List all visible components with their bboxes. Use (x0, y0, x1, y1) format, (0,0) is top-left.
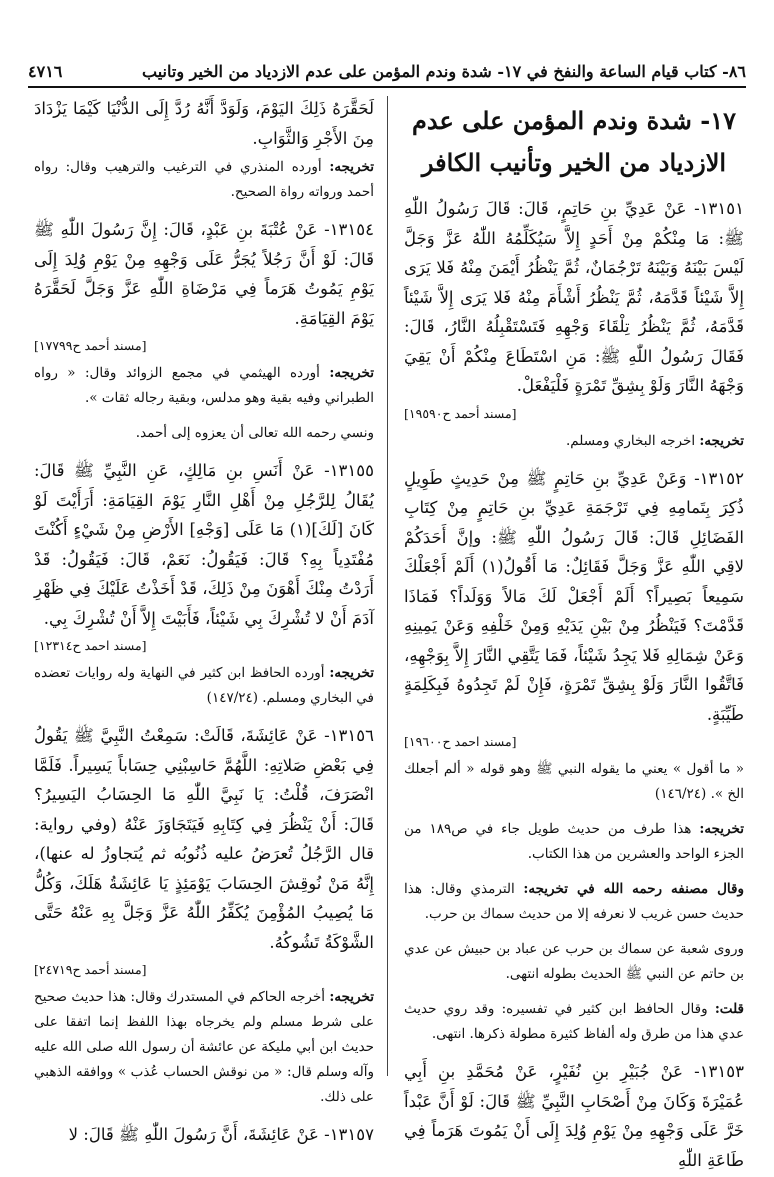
source-reference (34, 335, 374, 357)
hadith-text: ١٣١٥٧- عَنْ عَائِشَةَ، أَنَّ رَسُولَ اللّٰهِ ﷺ قَالَ: لا (68, 1125, 374, 1144)
source-reference-text: [مسند أحمد ح١٩٥٩٠] (404, 405, 517, 421)
hadith-text: ١٣١٥٥- عَنْ أَنَسِ بنِ مَالِكٍ، عَنِ النَّبِيِّ ﷺ قَالَ: يُقَالُ لِلرَّجُلِ مِنْ أَهْلِ النَّارِ يَوْمَ القِيَامَةِ: أَرَأَيْتَ لَوْ كَانَ [لَكَ](١) مَا عَلَى [وَجْهِ] الأَرْضِ مِنْ شَيْءٍ أَكُنْتَ مُفْتَدِياً بِهِ؟ قَالَ: فَيَقُولُ: نَعَمْ، قَالَ: فَيَقُولُ: قَدْ أَرَدْتُ مِنْكَ أَهْوَنَ مِنْ ذَلِكَ، قَدْ أَخَذْتُ عَلَيْكَ فِي ظَهْرِ آدَمَ أَنْ لا تُشْرِكَ بِي شَيْئاً، فَأَبَيْتَ إِلاَّ أَنْ تُشْرِكَ بِي. (34, 461, 374, 628)
note-text: أورده الحافظ ابن كثير في النهاية وله روايات تعضده في البخاري ومسلم. (١٤٧/٢٤) (34, 665, 374, 706)
source-reference-text: [مسند أحمد ح١٧٧٩٩] (34, 338, 147, 353)
note-label: قلت: (714, 1001, 744, 1017)
takhrij-note (404, 817, 744, 867)
hadith-text: ١٣١٥١- عَنْ عَدِيِّ بنِ حَاتِمٍ، قَالَ: قَالَ رَسُولُ اللّٰهِ ﷺ: مَا مِنْكُمْ مِنْ أَحَدٍ إِلاَّ سَيُكَلِّمُهُ اللّٰهُ عَزَّ وَجَلَّ لَيْسَ بَيْنَهُ وَبَيْنَهُ تَرْجُمَانٌ، ثُمَّ يَنْظُرُ أَيْمَنَ مِنْهُ فَلا يَرَى إِلاَّ شَيْئاً قَدَّمَهُ، ثُمَّ يَنْظُرُ أَشْأَمَ مِنْهُ فَلا يَرَى إِلاَّ شَيْئاً قَدَّمَهُ، ثُمَّ يَنْظُرُ تِلْقَاءَ وَجْهِهِ فَتَسْتَقْبِلُهُ النَّارُ، قَالَ: فَقَالَ رَسُولُ اللّٰهِ ﷺ: مَنِ اسْتَطَاعَ مِنْكُمْ أَنْ يَقِيَ وَجْهَهُ النَّارَ وَلَوْ بِشِقِّ تَمْرَةٍ فَلْيَفْعَلْ. (404, 199, 744, 395)
right-column (404, 94, 744, 1177)
note-text: أورده المنذري في الترغيب والترهيب وقال: رواه أحمد ورواته رواة الصحيح. (34, 159, 374, 200)
source-reference (404, 731, 744, 753)
source-reference (34, 959, 374, 981)
source-reference (404, 403, 744, 425)
takhrij-note (34, 421, 374, 446)
note-text: « ما أقول » يعني ما يقوله النبي ﷺ وهو قوله « ألم أجعلك الخ ». (١٤٦/٢٤) (404, 761, 744, 802)
takhrij-note (34, 361, 374, 411)
source-reference (34, 635, 374, 657)
note-text: اخرجه البخاري ومسلم. (565, 432, 696, 449)
note-label: وقال مصنفه رحمه الله في تخريجه: (523, 881, 744, 897)
takhrij-note (404, 997, 744, 1047)
hadith-text: ١٣١٥٢- وَعَنْ عَدِيِّ بنِ حَاتِمٍ ﷺ مِنْ حَدِيثٍ طَوِيلٍ ذُكِرَ بِتَمامِهِ فِي تَرْجَمَةِ عَدِيِّ بنِ حَاتِمٍ مِنْ كِتَابِ الفَضَائِلِ قَالَ: قَالَ رَسُولُ اللّٰهِ ﷺ: وإنَّ أَحَدَكُمْ لاقِي اللّٰهِ عَزَّ وَجَلَّ فَقَائِلٌ: مَا أَقُولُ(١) أَلَمْ أَجْعَلْكَ سَمِيعاً بَصِيراً؟ أَلَمْ أَجْعَلْ لَكَ مَالاً وَوَلَداً؟ فَمَاذَا قَدَّمْتَ؟ فَيَنْظُرُ مِنْ بَيْنِ يَدَيْهِ وَمِنْ خَلْفِهِ وَعَنْ يَمِينِهِ وَعَنْ شِمَالِهِ فَلا يَجِدُ شَيْئاً، فَمَا يَتَّقِي النَّارَ إِلاَّ بِوَجْهِهِ، فَاتَّقُوا النَّارَ وَلَوْ بِشِقِّ تَمْرَةٍ، فَإِنْ لَمْ تَجِدُوهُ فَبِكَلِمَةٍ طَيِّبَةٍ. (404, 468, 745, 724)
takhrij-note (34, 155, 374, 205)
note-text: أورده الهيثمي في مجمع الزوائد وقال: « رواه الطبراني وفيه بقية وهو مدلس، وبقية رجاله ثقات ». (34, 365, 374, 406)
note-text: هذا طرف من حديث طويل جاء في ص١٨٩ من الجزء الواحد والعشرين من هذا الكتاب. (404, 821, 744, 862)
hadith-text: ١٣١٥٤- عَنْ عُتْبَةَ بنِ عَبْدٍ، قَالَ: إِنَّ رَسُولَ اللّٰهِ ﷺ قَالَ: لَوْ أَنَّ رَجُلاً يُجَرُّ عَلَى وَجْهِهِ مِنْ يَوْمِ وُلِدَ إِلَى يَوْمِ يَمُوتُ هَرَماً فِي مَرْضَاةِ اللّٰهِ عَزَّ وَجَلَّ لَحَقَّرَهُ يَوْمَ القِيَامَةِ. (34, 220, 374, 328)
note-text: وروى شعبة عن سماك بن حرب عن عباد بن حبيش عن عدي بن حاتم عن النبي ﷺ الحديث بطوله انتهى. (404, 941, 744, 982)
hadith-text: ١٣١٥٣- عَنْ جُبَيْرِ بنِ نُفَيْرٍ، عَنْ مُحَمَّدِ بنِ أَبِي عُمَيْرَةَ وَكَانَ مِنْ أَصْحَابِ النَّبِيِّ ﷺ قَالَ: لَوْ أَنَّ عَبْداً خَرَّ عَلَى وَجْهِهِ مِنْ يَوْمِ وُلِدَ إِلَى أَنْ يَمُوتَ هَرَماً فِي طَاعَةِ اللّٰهِ (404, 1062, 744, 1170)
chapter-heading-line-2: الازدياد من الخير وتأنيب الكافر (421, 148, 727, 177)
note-label: تخريجه: (699, 821, 744, 837)
takhrij-note (404, 877, 744, 927)
right-column-body (404, 194, 744, 1175)
takhrij-note (404, 757, 744, 807)
takhrij-note (34, 985, 374, 1110)
note-label: تخريجه: (329, 159, 374, 175)
note-label: تخريجه: (329, 365, 374, 381)
hadith-text: لَحَقَّرَهُ ذَلِكَ اليَوْمَ، وَلَوَدَّ أَنَّهُ رُدَّ إِلَى الدُّنْيَا كَيْمَا يَزْدَادَ مِنَ الأَجْرِ وَالثَّوَابِ. (34, 99, 374, 148)
left-column (34, 94, 374, 1152)
source-reference-text: [مسند أحمد ح٢٤٧١٩] (34, 962, 147, 977)
takhrij-note (34, 661, 374, 711)
page-number: ٤٧١٦ (28, 61, 63, 81)
source-reference-text: [مسند احمد ح١٢٣١٤] (34, 638, 147, 653)
header-title: ٨٦- كتاب قيام الساعة والنفخ في ١٧- شدة وندم المؤمن على عدم الازدياد من الخير وتانيب (142, 61, 746, 81)
running-header (28, 58, 746, 84)
header-divider (28, 86, 746, 88)
chapter-heading (404, 100, 744, 184)
takhrij-note (404, 937, 744, 987)
takhrij-note (404, 429, 744, 454)
note-text: وقال الحافظ ابن كثير في تفسيره: وقد روي حديث عدي هذا من طرق وله ألفاظ كثيرة مطولة ذكرها. انتهى. (404, 1001, 744, 1042)
note-text: الترمذي وقال: هذا حديث حسن غريب لا نعرفه إلا من حديث سماك بن حرب. (404, 881, 744, 922)
chapter-heading-line-1: ١٧- شدة وندم المؤمن على عدم (412, 106, 736, 135)
note-label: تخريجه: (329, 665, 374, 681)
hadith-text: ١٣١٥٦- عَنْ عَائِشَةَ، قَالَتْ: سَمِعْتُ النَّبِيَّ ﷺ يَقُولُ فِي بَعْضِ صَلاتِهِ: اللَّهُمَّ حَاسِبْنِي حِسَاباً يَسِيراً. فَلَمَّا انْصَرَفَ، قُلْتُ: يَا نَبِيَّ اللّٰهِ مَا الحِسَابُ اليَسِيرُ؟ قَالَ: أَنْ يَنْظُرَ فِي كِتَابِهِ فَيَتَجَاوَزَ عَنْهُ (وفي رواية: قال الرَّجُلُ تُعرَضُ عليه ذُنُوبُه ثم يُتجاوزُ له عنها)، إِنَّهُ مَنْ نُوقِشَ الحِسَابَ يَوْمَئِذٍ يَا عَائِشَةُ هَلَكَ، وَكُلُّ مَا يُصِيبُ المُؤْمِنَ يُكَفِّرُ اللّٰهُ عَزَّ وَجَلَّ بِهِ عَنْهُ حَتَّى الشَّوْكَةُ تَشُوكُهُ. (34, 726, 374, 952)
note-label: تخريجه: (329, 989, 374, 1005)
note-text: ونسي رحمه الله تعالى أن يعزوه إلى أحمد. (135, 425, 374, 441)
note-label: تخريجه: (699, 432, 744, 449)
left-column-body (34, 94, 374, 1150)
source-reference-text: [مسند احمد ح١٩٦٠٠] (404, 734, 517, 749)
note-text: أخرجه الحاكم في المستدرك وقال: هذا حديث صحيح على شرط مسلم ولم يخرجاه بهذا اللفظ إنما اتفقا على حديث ابن أبي مليكة عن عائشة أن رسول الله صلى الله عليه وآله وسلم قال: « من نوقش الحساب عُذب » ووافقه الذهبي على ذلك. (34, 989, 374, 1105)
column-divider (387, 96, 388, 1076)
